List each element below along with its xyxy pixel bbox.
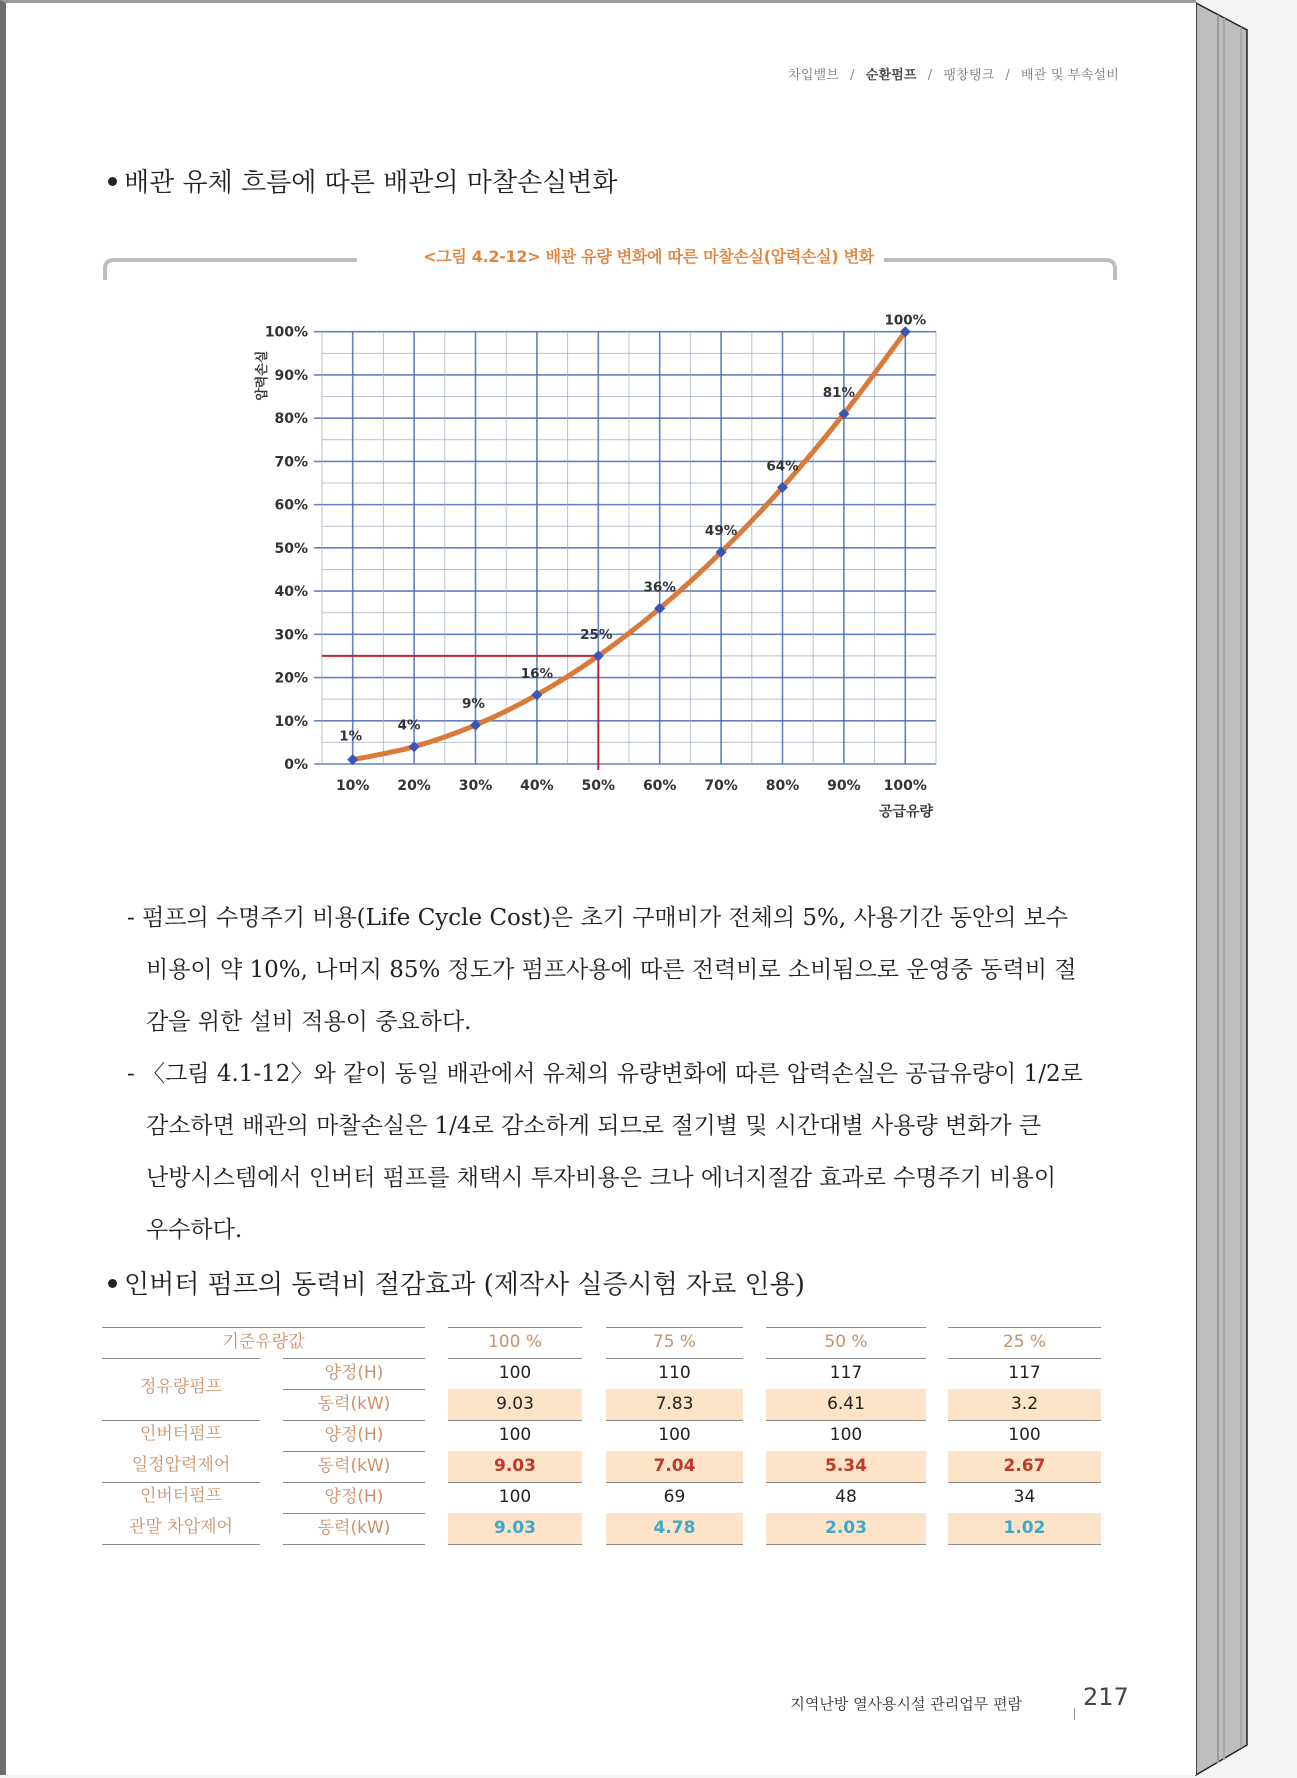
- x-axis-label: 공급유량: [878, 804, 934, 820]
- table-group-label: 정유량펌프: [139, 1376, 223, 1397]
- y-tick-label: 90%: [274, 367, 308, 384]
- table-cell: 110: [658, 1363, 691, 1383]
- x-tick-label: 30%: [458, 778, 493, 794]
- y-tick-label: 60%: [274, 497, 308, 514]
- table-cell: 100: [498, 1487, 532, 1507]
- paragraph-line: 난방시스템에서 인버터 펌프를 채택시 투자비용은 크나 에너지절감 효과로 수명주기 비용이: [146, 1165, 1057, 1191]
- table-column-header: 75 %: [652, 1332, 697, 1352]
- table-cell: 69: [663, 1487, 686, 1507]
- table-cell: 7.04: [606, 1451, 743, 1482]
- bullet-icon: [108, 1279, 117, 1288]
- table-column-header: 25 %: [1002, 1332, 1047, 1352]
- data-label: 64%: [766, 458, 799, 475]
- page-number: 217: [1083, 1683, 1129, 1711]
- paragraph-line: - 〈그림 4.1-12〉와 같이 동일 배관에서 유체의 유량변화에 따른 압력손실은 공급유량이 1/2로: [127, 1061, 1083, 1087]
- table-group-label: 인버터펌프: [139, 1424, 223, 1444]
- friction-loss-chart: [0, 0, 1297, 860]
- breadcrumb-item-current[interactable]: 순환펌프: [865, 68, 917, 83]
- paragraph-line: 감을 위한 설비 적용이 중요하다.: [146, 1009, 472, 1035]
- x-tick-label: 100%: [883, 778, 927, 794]
- x-tick-label: 10%: [335, 778, 370, 794]
- table-cell: 100: [498, 1363, 532, 1383]
- x-tick-label: 90%: [827, 778, 861, 794]
- page-number-divider: [1074, 1708, 1075, 1720]
- y-tick-label: 100%: [264, 324, 308, 341]
- table-row-label: 양정(H): [324, 1487, 384, 1507]
- table-cell: 100: [658, 1425, 691, 1445]
- table-cell: 117: [1008, 1363, 1041, 1383]
- y-tick-label: 70%: [274, 454, 308, 471]
- data-label: 100%: [884, 312, 927, 329]
- x-tick-label: 50%: [581, 778, 616, 794]
- figure-caption-text: <그림 4.2-12> 배관 유량 변화에 따른 마찰손실(압력손실) 변화: [413, 247, 884, 266]
- breadcrumb-item[interactable]: 팽창탱크: [943, 68, 995, 83]
- y-tick-label: 80%: [274, 411, 308, 428]
- table-rule: [948, 1544, 1101, 1545]
- table-cell: 9.03: [448, 1451, 582, 1482]
- x-tick-label: 20%: [397, 778, 431, 794]
- data-label: 49%: [704, 523, 738, 540]
- data-label: 9%: [462, 696, 485, 713]
- x-tick-label: 70%: [704, 778, 738, 794]
- table-cell: 9.03: [448, 1389, 582, 1420]
- table-cell: 2.03: [766, 1513, 926, 1544]
- table-cell: 34: [1013, 1487, 1036, 1507]
- book-title: 지역난방 열사용시설 관리업무 편람: [790, 1695, 1022, 1713]
- table-cell: 100: [829, 1425, 863, 1445]
- data-label: 1%: [339, 728, 363, 745]
- y-tick-label: 30%: [274, 627, 308, 644]
- table-cell: 48: [835, 1487, 857, 1507]
- table-cell: 6.41: [766, 1389, 926, 1420]
- data-label: 25%: [580, 626, 613, 643]
- table-row-label: 동력(kW): [317, 1456, 391, 1476]
- breadcrumb-item[interactable]: 차입밸브: [788, 68, 840, 83]
- y-tick-label: 10%: [274, 713, 308, 730]
- table-group-label: 관말 차압제어: [129, 1517, 233, 1537]
- table-cell: 4.78: [606, 1513, 743, 1544]
- table-column-header: 100 %: [487, 1332, 542, 1352]
- table-cell: 100: [1008, 1425, 1041, 1445]
- x-tick-label: 80%: [765, 778, 800, 794]
- section-heading-text: 배관 유체 흐름에 따른 배관의 마찰손실변화: [124, 168, 618, 198]
- paragraph-line: - 펌프의 수명주기 비용(Life Cycle Cost)은 초기 구매비가 전체의 5%, 사용기간 동안의 보수: [127, 905, 1069, 931]
- data-label: 36%: [643, 579, 676, 596]
- breadcrumb-item[interactable]: 배관 및 부속설비: [1021, 68, 1119, 83]
- table-rule: [606, 1544, 743, 1545]
- table-cell: 7.83: [606, 1389, 743, 1420]
- table-rule: [102, 1358, 260, 1359]
- table-cell: 5.34: [766, 1451, 926, 1482]
- paragraph-line: 비용이 약 10%, 나머지 85% 정도가 펌프사용에 따른 전력비로 소비됨으로 운영중 동력비 절: [146, 957, 1077, 983]
- y-tick-label: 20%: [274, 670, 308, 687]
- table-rule: [102, 1544, 260, 1545]
- y-axis-label: 압력손실: [255, 350, 270, 401]
- breadcrumb-separator: /: [927, 68, 933, 83]
- y-tick-label: 50%: [274, 540, 308, 557]
- table-cell: 1.02: [948, 1513, 1101, 1544]
- table-row-label: 동력(kW): [317, 1394, 391, 1414]
- table-row-label: 양정(H): [324, 1425, 384, 1445]
- table-group-label: 인버터펌프: [139, 1486, 223, 1506]
- breadcrumb-separator: /: [850, 68, 855, 83]
- table-cell: 9.03: [448, 1513, 582, 1544]
- data-label: 16%: [520, 665, 554, 682]
- table-row-label: 양정(H): [324, 1363, 384, 1383]
- data-label: 81%: [822, 384, 856, 401]
- x-tick-label: 40%: [520, 778, 554, 794]
- table-row-label: 동력(kW): [317, 1518, 391, 1538]
- table-cell: 2.67: [948, 1451, 1101, 1482]
- table-rule: [448, 1544, 582, 1545]
- section-heading-text: 인버터 펌프의 동력비 절감효과 (제작사 실증시험 자료 인용): [124, 1270, 805, 1300]
- y-tick-label: 40%: [274, 584, 308, 601]
- x-tick-label: 60%: [642, 778, 677, 794]
- breadcrumb-separator: /: [1005, 68, 1011, 83]
- table-header-label: 기준유량값: [222, 1332, 305, 1352]
- table-cell: 100: [498, 1425, 532, 1445]
- paragraph-line: 감소하면 배관의 마찰손실은 1/4로 감소하게 되므로 절기별 및 시간대별 사용량 변화가 큰: [146, 1113, 1042, 1139]
- table-cell: 3.2: [948, 1389, 1101, 1420]
- section-heading: [108, 1264, 805, 1301]
- y-tick-label: 0%: [284, 757, 308, 773]
- table-cell: 117: [829, 1363, 863, 1383]
- table-rule: [766, 1544, 926, 1545]
- table-column-header: 50 %: [824, 1332, 868, 1352]
- table-rule: [283, 1544, 425, 1545]
- data-label: 4%: [397, 717, 421, 734]
- paragraph-line: 우수하다.: [146, 1217, 243, 1243]
- table-group-label: 일정압력제어: [131, 1455, 231, 1475]
